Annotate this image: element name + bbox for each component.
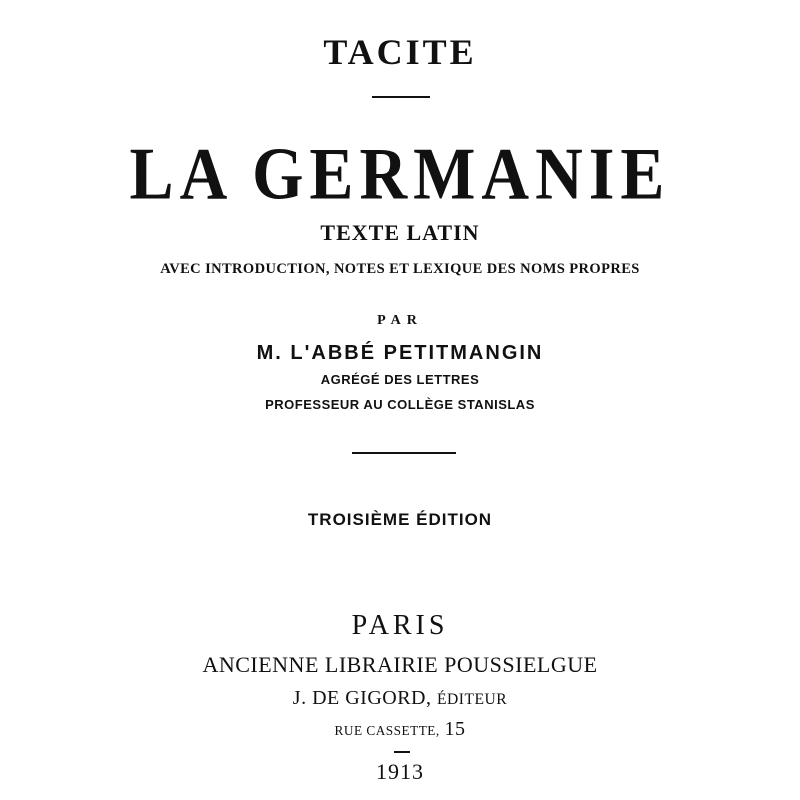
book-description: AVEC INTRODUCTION, NOTES ET LEXIQUE DES NOMS PROPRES bbox=[160, 261, 640, 277]
publication-city: PARIS bbox=[351, 610, 449, 641]
author-name: TACITE bbox=[323, 32, 477, 72]
editor-credential-2: PROFESSEUR AU COLLÈGE STANISLAS bbox=[265, 397, 535, 412]
address-number: 15 bbox=[444, 718, 466, 740]
edition-label: TROISIÈME ÉDITION bbox=[307, 510, 493, 529]
publisher-address bbox=[0, 719, 800, 739]
editor-name: M. L'ABBÉ PETITMANGIN bbox=[256, 342, 544, 364]
publisher-editor-role: ÉDITEUR bbox=[437, 691, 508, 708]
book-subtitle: TEXTE LATIN bbox=[320, 220, 480, 245]
publication-year: 1913 bbox=[376, 759, 424, 784]
publisher-editor-name: J. DE GIGORD, bbox=[292, 687, 432, 709]
divider-rule-bottom bbox=[394, 751, 410, 753]
publisher-editor-line bbox=[0, 688, 800, 708]
divider-rule-top bbox=[372, 96, 430, 98]
book-title: LA GERMANIE bbox=[129, 133, 671, 216]
editor-credential-1: AGRÉGÉ DES LETTRES bbox=[320, 372, 480, 387]
address-street: RUE CASSETTE, bbox=[334, 723, 440, 738]
by-label: PAR bbox=[377, 313, 423, 328]
divider-rule-middle bbox=[352, 452, 456, 454]
publisher-name: ANCIENNE LIBRAIRIE POUSSIELGUE bbox=[202, 652, 598, 677]
